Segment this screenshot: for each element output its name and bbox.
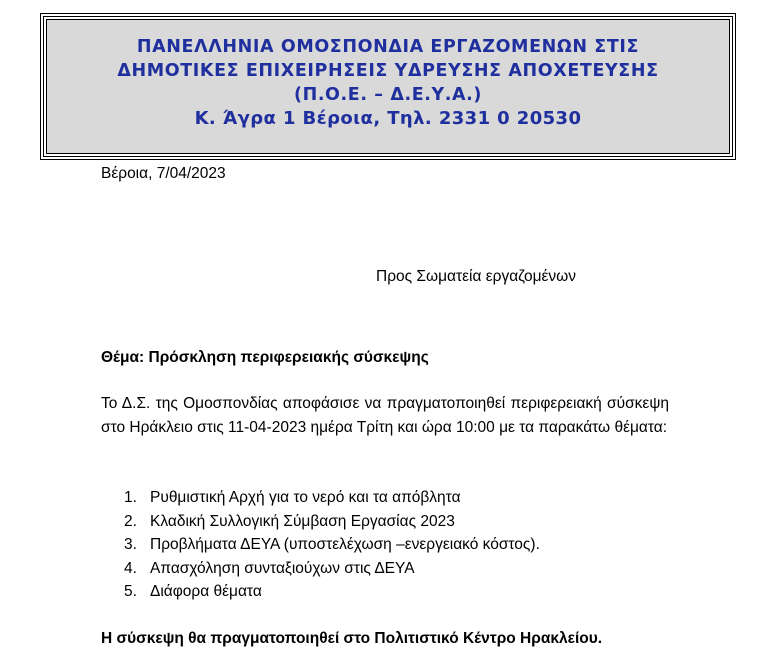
agenda-item <box>124 533 540 557</box>
document-date: Βέροια, 7/04/2023 <box>101 165 226 182</box>
closing-paragraph: Η σύσκεψη θα πραγματοποιηθεί στο Πολιτιστικό Κέντρο Ηρακλείου. <box>101 630 603 647</box>
agenda-item <box>124 510 540 534</box>
letterhead-line-3: (Π.Ο.Ε. – Δ.Ε.Υ.Α.) <box>293 85 483 105</box>
agenda-item-text: Κλαδική Συλλογική Σύμβαση Εργασίας 2023 <box>150 512 455 530</box>
agenda-item <box>124 486 540 510</box>
letterhead-address: Κ. Άγρα 1 Βέροια, Τηλ. 2331 0 20530 <box>194 108 582 129</box>
letterhead-inner <box>46 19 730 154</box>
letterhead-line-2: ΔΗΜΟΤΙΚΕΣ ΕΠΙΧΕΙΡΗΣΕΙΣ ΥΔΡΕΥΣΗΣ ΑΠΟΧΕΤΕΥΣΗΣ <box>117 61 659 81</box>
agenda-item-text: Ρυθμιστική Αρχή για το νερό και τα απόβλητα <box>150 489 461 506</box>
agenda-item-text: Προβλήματα ΔΕΥΑ (υποστελέχωση –ενεργειακό κόστος). <box>150 536 540 553</box>
agenda-item-number: 5. <box>124 583 137 600</box>
recipient: Προς Σωματεία εργαζομένων <box>376 268 577 285</box>
letterhead-line-1: ΠΑΝΕΛΛΗΝΙΑ ΟΜΟΣΠΟΝΔΙΑ ΕΡΓΑΖΟΜΕΝΩΝ ΣΤΙΣ <box>136 37 640 57</box>
agenda-list <box>124 486 540 604</box>
agenda-item-text: Απασχόληση συνταξιούχων στις ΔΕΥΑ <box>150 559 415 577</box>
agenda-item-number: 4. <box>124 559 137 577</box>
agenda-item <box>124 557 540 581</box>
letterhead-box <box>40 13 736 160</box>
agenda-item-text: Διάφορα θέματα <box>150 583 262 600</box>
agenda-item-number: 2. <box>124 512 137 530</box>
agenda-item-number: 1. <box>124 489 137 506</box>
body-paragraph: Το Δ.Σ. της Ομοσπονδίας αποφάσισε να πραγματοποιηθεί περιφερειακή σύσκεψη στο Ηράκλειο στις 11-04-2023 ημέρα Τρίτη και ώρα 10:00 με τα παρακάτω θέματα: <box>101 395 669 436</box>
agenda-item <box>124 580 540 604</box>
agenda-item-number: 3. <box>124 536 137 553</box>
subject-line: Θέμα: Πρόσκληση περιφερειακής σύσκεψης <box>101 349 429 366</box>
